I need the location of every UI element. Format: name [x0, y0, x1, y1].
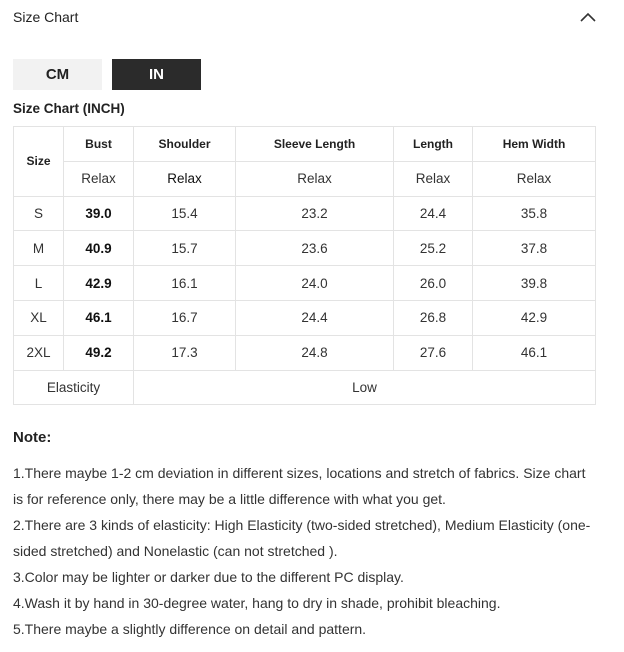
size-chart-title: Size Chart — [13, 9, 79, 25]
size-cell: L — [14, 266, 64, 301]
value-cell: 49.2 — [64, 335, 134, 370]
value-cell: 16.7 — [134, 300, 236, 335]
table-row — [14, 231, 596, 266]
value-cell: 24.4 — [394, 196, 473, 231]
table-row — [14, 266, 596, 301]
column-header-sleeve-length: Sleeve Length — [236, 127, 394, 162]
size-cell: XL — [14, 300, 64, 335]
unit-in-button[interactable]: IN — [112, 59, 201, 90]
table-row — [14, 335, 596, 370]
value-cell: 27.6 — [394, 335, 473, 370]
size-column-header: Size — [14, 127, 64, 197]
value-cell: 24.8 — [236, 335, 394, 370]
elasticity-label: Elasticity — [14, 370, 134, 405]
value-cell: 23.2 — [236, 196, 394, 231]
column-header-shoulder: Shoulder — [134, 127, 236, 162]
value-cell: 39.0 — [64, 196, 134, 231]
table-row — [14, 300, 596, 335]
value-cell: 35.8 — [473, 196, 596, 231]
fit-cell: Relax — [473, 161, 596, 196]
size-chart-header[interactable] — [0, 0, 624, 36]
value-cell: 26.8 — [394, 300, 473, 335]
note-list — [13, 460, 598, 642]
size-cell: 2XL — [14, 335, 64, 370]
note-item: 5.There maybe a slightly difference on detail and pattern. — [13, 621, 367, 637]
fit-row — [14, 161, 596, 196]
value-cell: 17.3 — [134, 335, 236, 370]
table-row — [14, 196, 596, 231]
note-item: 3.Color may be lighter or darker due to the different PC display. — [13, 569, 404, 585]
value-cell: 46.1 — [473, 335, 596, 370]
table-header-row — [14, 127, 596, 162]
value-cell: 15.7 — [134, 231, 236, 266]
size-chart-subtitle: Size Chart (INCH) — [13, 101, 125, 116]
elasticity-row — [14, 370, 596, 405]
value-cell: 16.1 — [134, 266, 236, 301]
column-header-bust: Bust — [64, 127, 134, 162]
note-item: 4.Wash it by hand in 30-degree water, hang to dry in shade, prohibit bleaching. — [13, 595, 501, 611]
value-cell: 15.4 — [134, 196, 236, 231]
value-cell: 40.9 — [64, 231, 134, 266]
size-table — [13, 126, 596, 405]
column-header-hem-width: Hem Width — [473, 127, 596, 162]
column-header-length: Length — [394, 127, 473, 162]
chevron-up-icon[interactable] — [578, 9, 598, 25]
note-item: 1.There maybe 1-2 cm deviation in different sizes, locations and stretch of fabrics. Size chart is for reference only, there may be a little difference with what you get. — [13, 465, 586, 507]
value-cell: 23.6 — [236, 231, 394, 266]
value-cell: 46.1 — [64, 300, 134, 335]
fit-cell: Relax — [134, 161, 236, 196]
value-cell: 42.9 — [473, 300, 596, 335]
value-cell: 26.0 — [394, 266, 473, 301]
note-item: 2.There are 3 kinds of elasticity: High Elasticity (two-sided stretched), Medium Elasticity (one-sided stretched) and Nonelastic (can not stretched ). — [13, 517, 591, 559]
size-cell: M — [14, 231, 64, 266]
unit-cm-button[interactable]: CM — [13, 59, 102, 90]
value-cell: 37.8 — [473, 231, 596, 266]
value-cell: 24.4 — [236, 300, 394, 335]
value-cell: 39.8 — [473, 266, 596, 301]
value-cell: 42.9 — [64, 266, 134, 301]
value-cell: 25.2 — [394, 231, 473, 266]
note-title: Note: — [13, 429, 52, 446]
size-cell: S — [14, 196, 64, 231]
fit-cell: Relax — [236, 161, 394, 196]
value-cell: 24.0 — [236, 266, 394, 301]
fit-cell: Relax — [394, 161, 473, 196]
elasticity-value: Low — [134, 370, 596, 405]
fit-cell: Relax — [64, 161, 134, 196]
